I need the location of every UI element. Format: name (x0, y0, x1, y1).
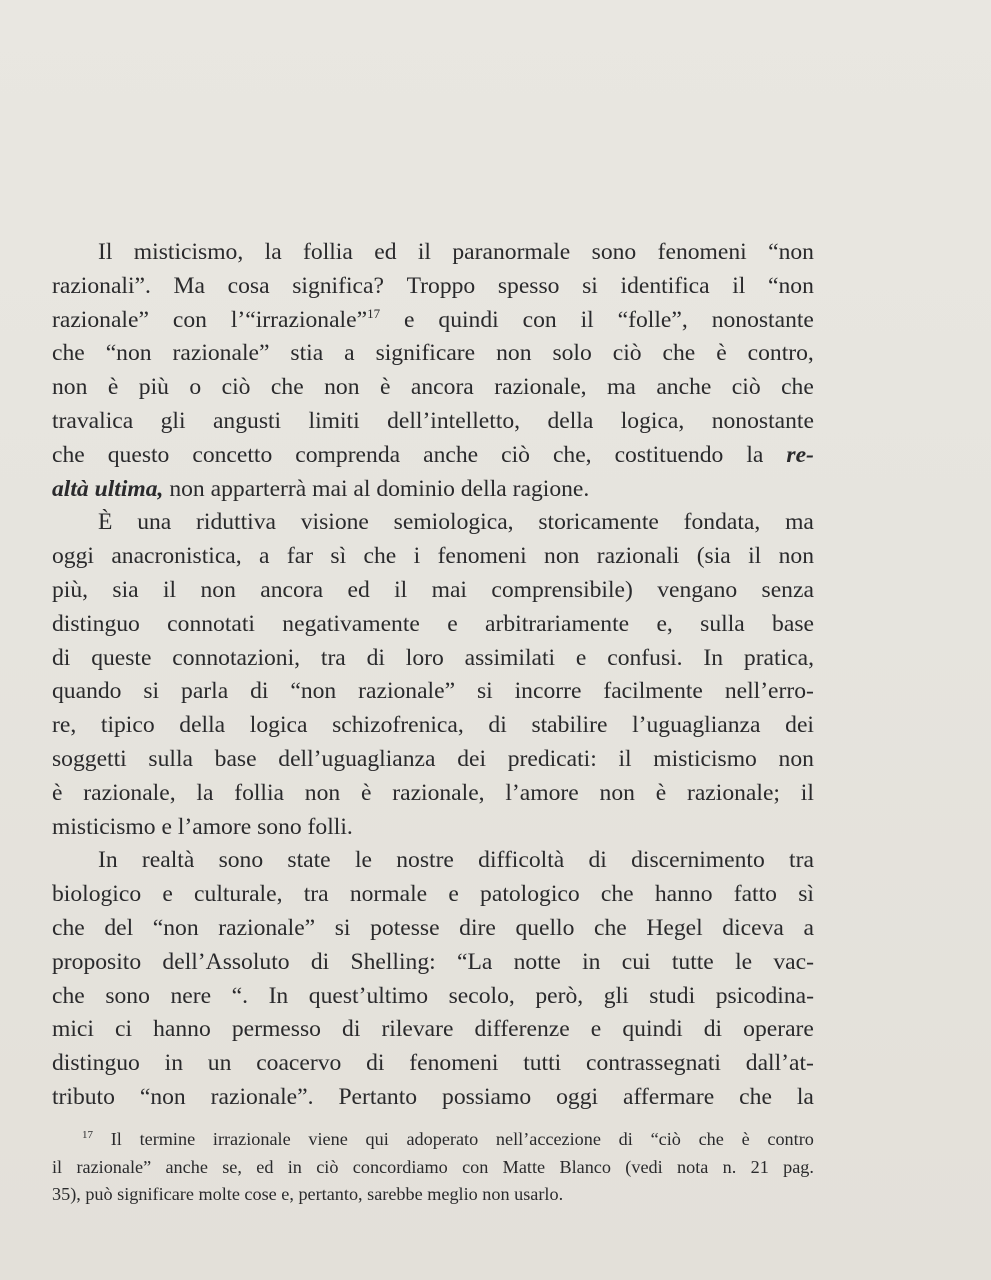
text-line: soggetti sulla base dell’uguaglianza dei predicati: il misticismo non (52, 745, 814, 772)
text-line: che del “non razionale” si potesse dire quello che Hegel diceva a (52, 914, 814, 941)
text-line: In realtà sono state le nostre difficoltà di discernimento tra (98, 847, 814, 874)
text-line: è razionale, la follia non è razionale, l’amore non è razionale; il (52, 779, 814, 806)
footnote-line: il razionale” anche se, ed in ciò concordiamo con Matte Blanco (vedi nota n. 21 pag. (52, 1156, 814, 1177)
paragraph-3 (52, 844, 814, 1114)
text-line: razionale” con l’“irrazionale”$^{17}$ e quindi con il “folle”, nonostante (52, 305, 814, 333)
paragraph-2 (52, 506, 814, 844)
text-line: mici ci hanno permesso di rilevare differenze e quindi di operare (52, 1016, 814, 1043)
text-line: distinguo in un coacervo di fenomeni tutti contrassegnati dall’at- (52, 1050, 814, 1077)
text-line: oggi anacronistica, a far sì che i fenomeni non razionali (sia il non (52, 543, 814, 570)
text-line: altà ultima, non apparterrà mai al dominio della ragione. (52, 473, 814, 507)
text-line: non è più o ciò che non è ancora razionale, ma anche ciò che (52, 374, 814, 401)
footnote-line: $^{17}$ Il termine irrazionale viene qui adoperato nell’accezione di “ciò che è contro (82, 1128, 814, 1149)
text-line: più, sia il non ancora ed il mai comprensibile) vengano senza (52, 576, 814, 603)
text-line: quando si parla di “non razionale” si incorre facilmente nell’erro- (52, 678, 814, 705)
text-line: È una riduttiva visione semiologica, storicamente fondata, ma (98, 509, 814, 536)
text-line: tributo “non razionale”. Pertanto possiamo oggi affermare che la (52, 1083, 814, 1110)
text-line: travalica gli angusti limiti dell’intelletto, della logica, nonostante (52, 407, 814, 434)
text-line: di queste connotazioni, tra di loro assimilati e confusi. In pratica, (52, 644, 814, 671)
text-line: biologico e culturale, tra normale e patologico che hanno fatto sì (52, 881, 814, 908)
emphasis-text: altà ultima, (52, 475, 164, 502)
paragraph-1 (52, 236, 814, 506)
text-line: razionali”. Ma cosa significa? Troppo spesso si identifica il “non (52, 272, 814, 299)
text-line: che sono nere “. In quest’ultimo secolo, però, gli studi psicodina- (52, 982, 814, 1009)
text-line: misticismo e l’amore sono folli. (52, 813, 353, 840)
text-line: re, tipico della logica schizofrenica, di stabilire l’uguaglianza dei (52, 712, 814, 739)
footnote-line: 35), può significare molte cose e, pertanto, sarebbe meglio non usarlo. (52, 1184, 564, 1204)
text-line: Il misticismo, la follia ed il paranormale sono fenomeni “non (98, 239, 814, 265)
text-line: che “non razionale” stia a significare non solo ciò che è contro, (52, 340, 814, 367)
text-line: che questo concetto comprenda anche ciò che, costituendo la re- (52, 441, 814, 468)
text-line: distinguo connotati negativamente e arbitrariamente e, sulla base (52, 610, 814, 637)
body-text (52, 236, 814, 1115)
text-line: proposito dell’Assoluto di Shelling: “La notte in cui tutte le vac- (52, 948, 814, 975)
footnote (52, 1126, 814, 1209)
